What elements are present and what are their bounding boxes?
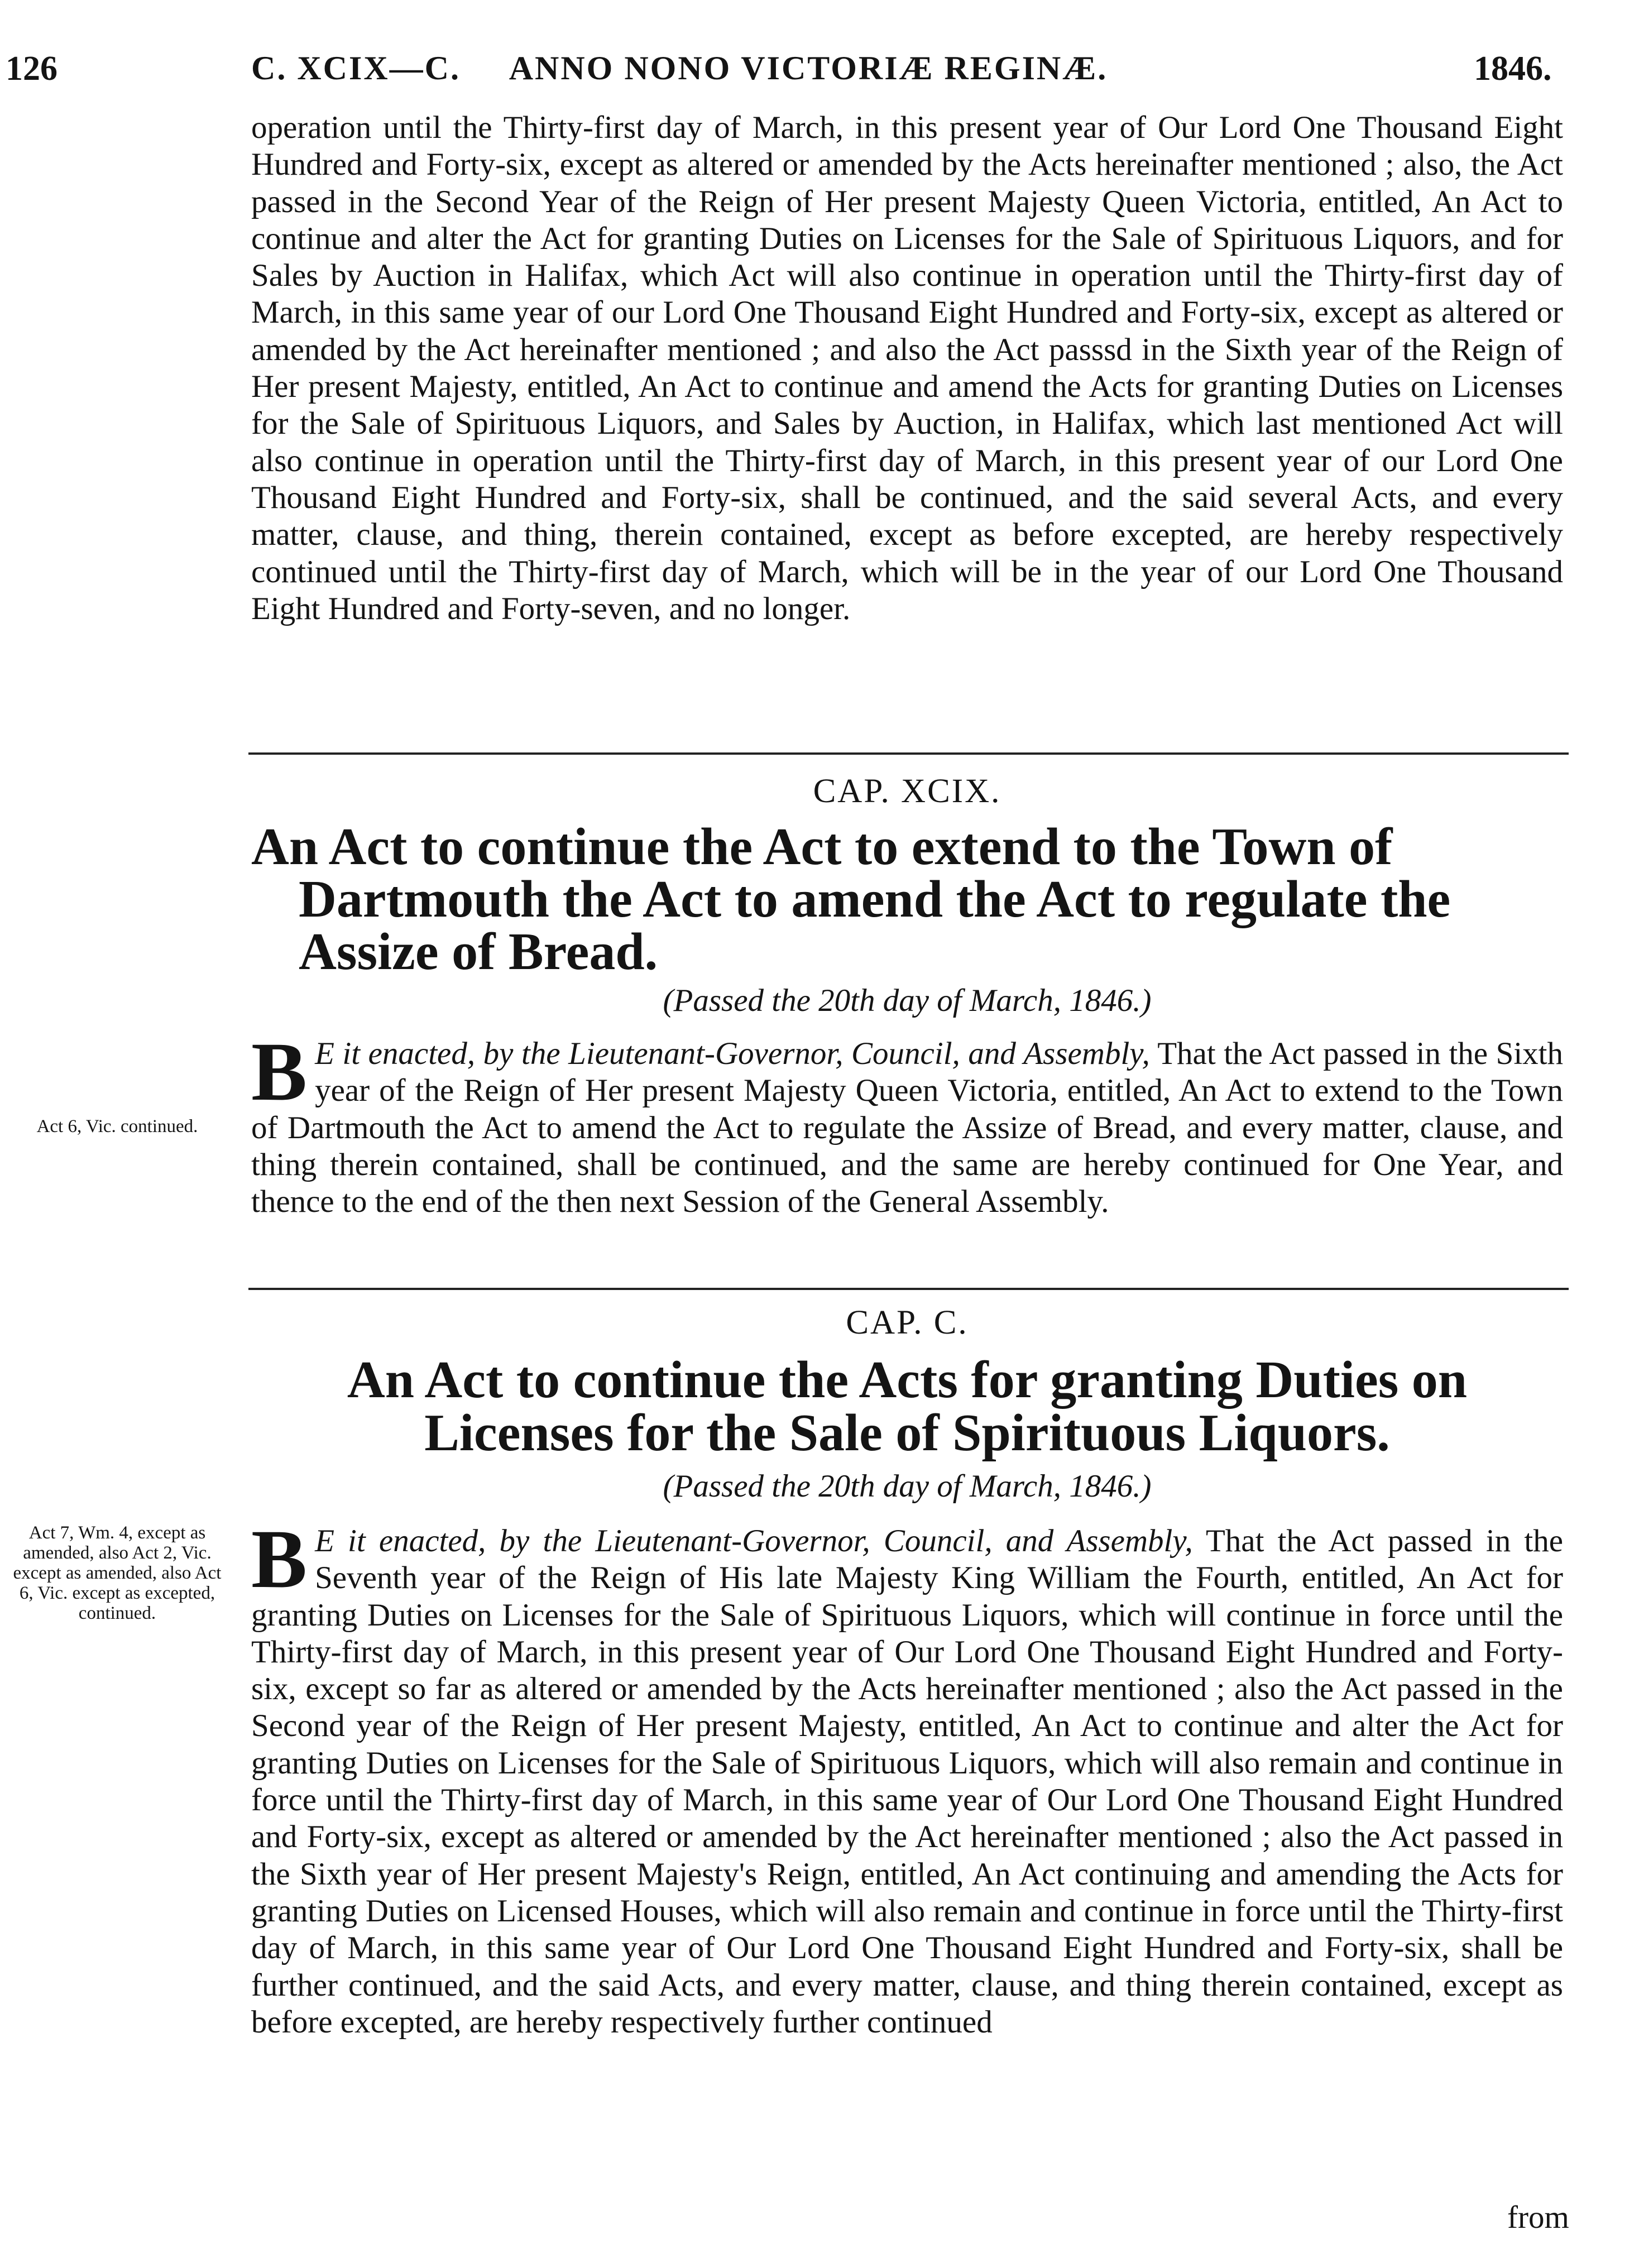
cap-99-title: An Act to continue the Act to extend to the Town of Dartmouth the Act to amend the Act to regulate the Assize of Bread. [251,818,1451,981]
cap-99-dropcap: B [251,1025,308,1118]
cap-99-heading: CAP. XCIX. [813,773,1001,810]
running-year: 1846. [1474,50,1552,88]
cap-99-body: That the Act passed in the Sixth year of the Reign of Her present Majesty Queen Victoria, entitled, An Act to extend to the Town of Dartmouth the Act to amend the Act to regulate the Assize of Bread, and every matter, clause, and thing therein contained, shall be continued, and the same are hereby continued for One Year, and thence to the end of the then next Session of the General Assembly. [251,1036,1563,1220]
running-head [0,39,1639,95]
cap-100-title-line-2: Licenses for the Sale of Spirituous Liquors. [424,1404,1390,1462]
cap-100-passed-date: (Passed the 20th day of March, 1846.) [663,1469,1152,1504]
section-divider [248,1288,1569,1290]
catchword: from [1507,2200,1569,2235]
cap-100-body: That the Act passed in the Seventh year of the Reign of His late Majesty King William the Fourth, entitled, An Act for granting Duties on Licenses for the Sale of Spirituous Liquors, which will continue in force until the Thirty-first day of March, in this present year of Our Lord One Thousand Eight Hundred and Forty-six, except so far as altered or amended by the Acts hereinafter mentioned ; also the Act passed in the Second year of the Reign of Her present Majesty, entitled, An Act to continue and alter the Act for granting Duties on Licenses for the Sale of Spirituous Liquors, which will also remain and continue in force until the Thirty-first day of March, in this same year of Our Lord One Thousand Eight Hundred and Forty-six, except as altered or amended by the Act hereinafter mentioned ; also the Act passed in the Sixth year of Her present Majesty's Reign, entitled, An Act continuing and amending the Acts for granting Duties on Licensed Houses, which will also remain and continue in force until the Thirty-first day of March, in this same year of Our Lord One Thousand Eight Hundred and Forty-six, shall be further continued, and the said Acts, and every matter, clause, and thing therein contained, except as before excepted, are hereby respectively further continued [251,1523,1563,2040]
running-title: C. XCIX—C. ANNO NONO VICTORIÆ REGINÆ. [251,50,1108,87]
cap-100-heading: CAP. C. [846,1304,969,1341]
cap-100-margin-note: Act 7, Wm. 4, except as amended, also Act 2, Vic. except as amended, also Act 6, Vic. except as excepted, continued. [13,1523,222,1623]
cap-100-dropcap: B [251,1513,308,1605]
page-number: 126 [6,50,57,88]
cap-99-passed-date: (Passed the 20th day of March, 1846.) [663,983,1152,1018]
continuation-paragraph: operation until the Thirty-first day of March, in this present year of Our Lord One Thousand Eight Hundred and Forty-six, except as altered or amended by the Acts hereinafter mentioned ; also, the Act passed in the Second Year of the Reign of Her present Majesty Queen Victoria, entitled, An Act to continue and alter the Act for granting Duties on Licenses for the Sale of Spirituous Liquors, and for Sales by Auction in Halifax, which Act will also continue in operation until the Thirty-first day of March, in this same year of our Lord One Thousand Eight Hundred and Forty-six, except as altered or amended by the Act hereinafter mentioned ; and also the Act passsd in the Sixth year of the Reign of Her present Majesty, entitled, An Act to continue and amend the Acts for granting Duties on Licenses for the Sale of Spirituous Liquors, and Sales by Auction, in Halifax, which last mentioned Act will also continue in operation until the Thirty-first day of March, in this present year of our Lord One Thousand Eight Hundred and Forty-six, shall be continued, and the said several Acts, and every matter, clause, and thing, therein contained, except as before excepted, are hereby respectively continued until the Thirty-first day of March, which will be in the year of our Lord One Thousand Eight Hundred and Forty-seven, and no longer. [251,110,1563,626]
cap-100-enactment [251,1513,1563,2041]
cap-99-enactment [251,1025,1563,1220]
cap-100-title-line-1: An Act to continue the Acts for granting Duties on [347,1351,1468,1409]
cap-100-enacting-clause: E it enacted, by the Lieutenant-Governor, Council, and Assembly, [315,1523,1193,1559]
cap-99-enacting-clause: E it enacted, by the Lieutenant-Governor, Council, and Assembly, [315,1036,1150,1071]
section-divider [248,752,1569,755]
cap-99-margin-note: Act 6, Vic. continued. [36,1116,198,1137]
